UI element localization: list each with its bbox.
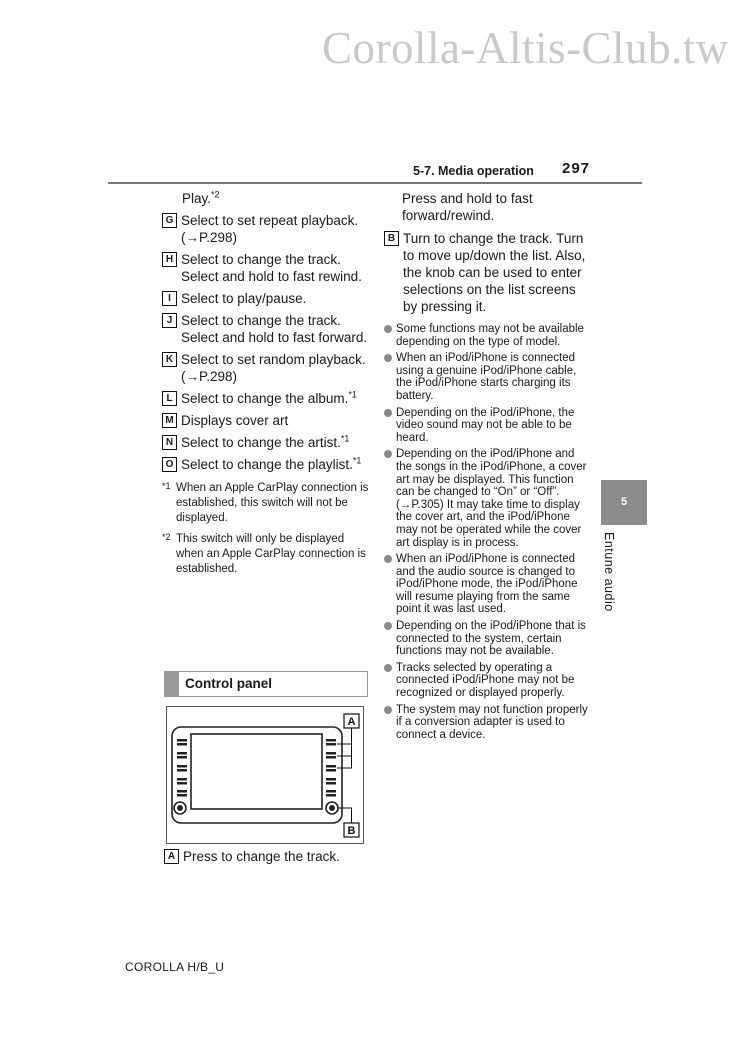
note-bullet: Tracks selected by operating a connected iPod/iPhone may not be recognized or displayed properly. [384, 662, 589, 700]
left-column [162, 190, 372, 583]
footnote-mark: *2 [162, 532, 171, 542]
letter-badge-m: M [162, 413, 177, 428]
item-text: Select to change the artist. [181, 435, 341, 450]
right-column [384, 190, 589, 745]
letter-badge-i: I [162, 291, 177, 306]
item-text: Turn to change the track. Turn to move up/down the list. Also, the knob can be used to enter selections on the list screens by pressing it. [403, 231, 586, 314]
footnote-ref: *2 [211, 189, 220, 200]
chapter-tab-label: Entune audio [602, 532, 616, 612]
figure-caption [164, 848, 374, 870]
chapter-tab: 5 [601, 480, 647, 525]
footnote-text: When an Apple CarPlay connection is established, this switch will not be displayed. [176, 482, 369, 524]
item-j [162, 312, 372, 346]
item-text: Select to change the track. Select and hold to fast forward. [181, 313, 368, 345]
footer-text: COROLLA H/B_U [125, 960, 225, 974]
item-b [384, 230, 589, 315]
heading-bar [165, 672, 179, 696]
unit-screen [191, 734, 322, 809]
watermark-text: Corolla-Altis-Club.tw [322, 23, 729, 73]
head-unit-illustration [166, 706, 364, 846]
item-a-continuation: Press and hold to fast forward/rewind. [402, 191, 533, 223]
item-n [162, 434, 372, 451]
note-bullet: When an iPod/iPhone is connected and the audio source is changed to iPod/iPhone mode, the iPod/iPhone will resume playing from the same point it was last used. [384, 553, 589, 616]
item-text: Select to play/pause. [181, 291, 307, 306]
note-bullet: Some functions may not be available depending on the type of model. [384, 323, 589, 348]
item-i [162, 290, 372, 307]
callout-a-label: A [347, 716, 356, 728]
bullet-icon [384, 450, 392, 458]
item-text: Press to change the track. [183, 849, 340, 864]
control-panel-title: Control panel [185, 676, 272, 691]
footnote-ref: *1 [352, 455, 362, 466]
letter-badge-k: K [162, 352, 177, 367]
bullet-icon [384, 706, 392, 714]
letter-badge-n: N [162, 435, 177, 450]
letter-badge-a: A [164, 849, 179, 864]
control-panel-figure [166, 706, 364, 846]
item-text: Select to change the album. [181, 391, 349, 406]
item-m [162, 412, 372, 429]
letter-badge-o: O [162, 457, 177, 472]
item-f-continuation: Play.$^{*2}$ [182, 189, 220, 206]
item-k [162, 351, 372, 385]
item-text: Select to change the playlist. [181, 457, 353, 472]
bullet-icon [384, 409, 392, 417]
item-text: Displays cover art [181, 413, 289, 428]
footnote-mark: *1 [162, 481, 171, 491]
footnote-1 [162, 481, 372, 526]
letter-badge-l: L [162, 391, 177, 406]
item-text: Select to set repeat playback. (→P.298) [181, 213, 359, 245]
item-text: Select to change the track. Select and hold to fast rewind. [181, 252, 362, 284]
callout-b-label: B [347, 825, 356, 837]
note-bullet: Depending on the iPod/iPhone and the songs in the iPod/iPhone, a cover art may be displayed. This function can be changed to “On” or “Off”. (→P.305) It may take time to display the cover art, and the iPod/iPhone may not be operated while the cover art display is in process. [384, 448, 589, 549]
letter-badge-j: J [162, 313, 177, 328]
item-o [162, 456, 372, 473]
footnote-ref: *1 [348, 389, 357, 400]
bullet-icon [384, 325, 392, 333]
note-bullet: The system may not function properly if a conversion adapter is used to connect a device. [384, 704, 589, 742]
header-divider [108, 182, 642, 184]
letter-badge-g: G [162, 213, 177, 228]
item-a [164, 848, 374, 865]
section-title: 5-7. Media operation [413, 164, 534, 178]
item-g [162, 212, 372, 246]
footnote-text: This switch will only be displayed when an Apple CarPlay connection is established. [176, 533, 366, 575]
item-text: Select to set random playback. (→P.298) [181, 352, 366, 384]
item-l [162, 390, 372, 407]
bullet-icon [384, 354, 392, 362]
control-panel-heading [164, 671, 368, 697]
letter-badge-b: B [384, 231, 399, 246]
note-bullet: When an iPod/iPhone is connected using a genuine iPod/iPhone cable, the iPod/iPhone starts charging its battery. [384, 352, 589, 402]
note-bullet: Depending on the iPod/iPhone that is connected to the system, certain functions may not be available. [384, 620, 589, 658]
page-number: 297 [562, 160, 591, 177]
footnote-ref: *1 [340, 433, 350, 444]
bullet-icon [384, 664, 392, 672]
item-h [162, 251, 372, 285]
bullet-icon [384, 622, 392, 630]
bullet-icon [384, 555, 392, 563]
letter-badge-h: H [162, 252, 177, 267]
footnote-2 [162, 532, 372, 577]
note-bullet: Depending on the iPod/iPhone, the video sound may not be able to be heard. [384, 407, 589, 445]
